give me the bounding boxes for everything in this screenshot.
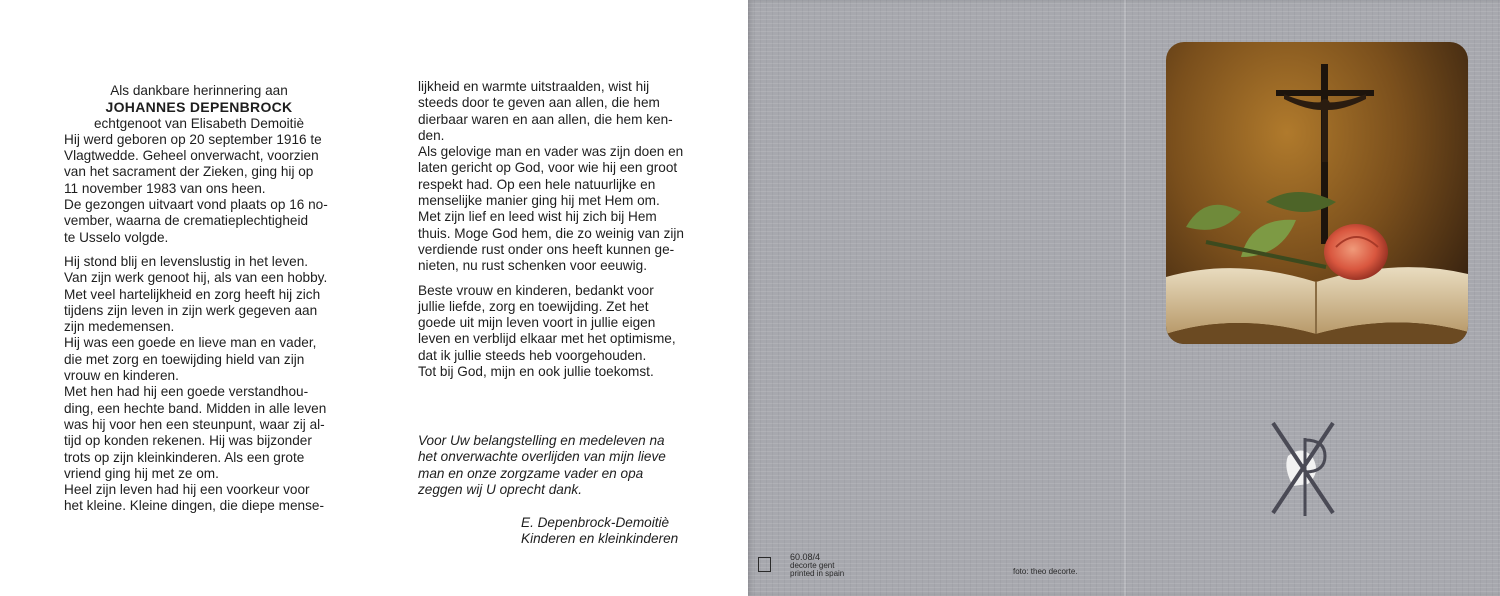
- right-text-column: [418, 79, 718, 380]
- paragraph-faith: Als gelovige man en vader was zijn doen en laten gericht op God, voor wie hij een groot respekt had. Op een hele natuurlijke en menselijke manier ging hij met Hem om.: [418, 144, 684, 209]
- paragraph-small-things: Heel zijn leven had hij een voorkeur voor het kleine. Kleine dingen, die diepe mense-: [64, 482, 324, 514]
- fold-line: [1124, 0, 1126, 596]
- paragraph-funeral: De gezongen uitvaart vond plaats op 16 no- vember, waarna de crematieplechtigheid te Usselo volgde.: [64, 197, 328, 245]
- imprint-code: 60.08/4: [790, 552, 821, 562]
- paragraph-farewell: Beste vrouw en kinderen, bedankt voor jullie liefde, zorg en toewijding. Zet het goede uit mijn leven voort in jullie eigen leven en verblijd elkaar met het optimisme, dat ik jullie steeds heb voorgehouden. Tot bij God, mijn en ook jullie toekomst.: [418, 282, 676, 380]
- cover-panel: [748, 0, 1500, 596]
- printer-logo-icon: [758, 557, 771, 572]
- paragraph-family: Hij was een goede en lieve man en vader, die met zorg en toewijding hield van zijn vrouw en kinderen.: [64, 335, 317, 384]
- crucifix-rose-bible-photo-icon: [1166, 42, 1468, 344]
- intro-line: Als dankbare herinnering aan: [110, 83, 288, 98]
- paragraph-birth: Hij werd geboren op 20 september 1916 te Vlagtwedde. Geheel onverwacht, voorzien van het sacrament der Zieken, ging hij op 11 november 1983 van ons heen.: [64, 131, 322, 196]
- spouse-line: echtgenoot van Elisabeth Demoitiè: [93, 115, 305, 131]
- chi-rho-icon: [1263, 418, 1343, 523]
- deceased-name: JOHANNES DEPENBROCK: [105, 99, 293, 116]
- imprint-country: printed in spain: [790, 569, 845, 578]
- paragraph-life: Hij stond blij en levenslustig in het leven. Van zijn werk genoot hij, als van een hobby. Met veel hartelijkheid en zorg heeft hij zich tijdens zijn leven in zijn werk gegeven aan zijn medemensen.: [64, 253, 328, 335]
- photo-credit: foto: theo decorte.: [1013, 567, 1078, 576]
- imprint-printer: decorte gent: [790, 560, 835, 570]
- signature: E. Depenbrock-Demoitiè Kinderen en kleinkinderen: [521, 515, 679, 547]
- left-text-column: [64, 83, 334, 515]
- thanks-paragraph: Voor Uw belangstelling en medeleven na het onverwachte overlijden van mijn lieve man en onze zorgzame vader en opa zeggen wij U oprecht dank.: [418, 433, 666, 497]
- paragraph-bond: Met hen had hij een goede verstandhou- ding, een hechte band. Midden in alle leven was hij voor hen een steunpunt, waar zij al- tijd op konden rekenen. Hij was bijzonder trots op zijn kleinkinderen. Als een grote vriend ging hij met ze om.: [64, 384, 327, 481]
- paragraph-rest: Met zijn lief en leed wist hij zich bij Hem thuis. Moge God hem, die zo weinig van zijn verdiende rust onder ons heeft kunnen ge- nieten, nu rust schenken voor eeuwig.: [418, 209, 684, 274]
- paragraph-warmth: lijkheid en warmte uitstraalden, wist hij steeds door te geven aan allen, die hem dierbaar waren en aan allen, die hem ken- den.: [418, 79, 673, 143]
